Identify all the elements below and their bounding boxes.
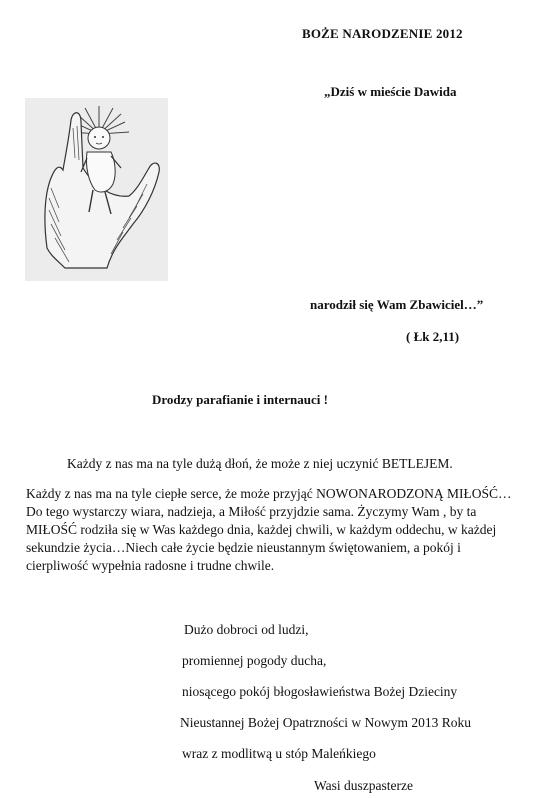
quote-line-1: „Dziś w mieście Dawida	[324, 84, 457, 99]
bible-reference: ( Łk 2,11)	[406, 329, 460, 344]
paragraph-2: Każdy z nas ma na tyle ciepłe serce, że może przyjąć NOWONARODZONĄ MIŁOŚĆ…Do tego wystarczy wiara, nadzieja, a Miłość przyjdzie sama. Życzymy Wam , by ta MIŁOŚĆ rodziła się w Was każdego dnia, każdej chwili, w każdym oddechu, w każdej sekundzie życia…Niech całe życie będzie nieustannym świętowaniem, a pokój i cierpliwość wypełnia radosne i trudne chwile.	[26, 486, 512, 573]
hand-holding-infant-jesus-icon	[25, 98, 168, 281]
wish-line-3: niosącego pokój błogosławieństwa Bożej Dzieciny	[182, 684, 458, 699]
wish-line-2: promiennej pogody ducha,	[182, 653, 327, 668]
quote-line-2: narodził się Wam Zbawiciel…”	[310, 297, 484, 312]
wish-line-1: Dużo dobroci od ludzi,	[184, 622, 309, 637]
nativity-illustration	[25, 98, 168, 281]
paragraph-1: Każdy z nas ma na tyle dużą dłoń, że może z niej uczynić BETLEJEM.	[67, 456, 453, 471]
signature: Wasi duszpasterze	[314, 778, 413, 793]
page-title: BOŻE NARODZENIE 2012	[302, 26, 463, 41]
wish-line-5: wraz z modlitwą u stóp Maleńkiego	[182, 746, 376, 761]
greeting: Drodzy parafianie i internauci !	[152, 392, 328, 407]
wish-line-4: Nieustannej Bożej Opatrzności w Nowym 2013 Roku	[180, 715, 471, 730]
